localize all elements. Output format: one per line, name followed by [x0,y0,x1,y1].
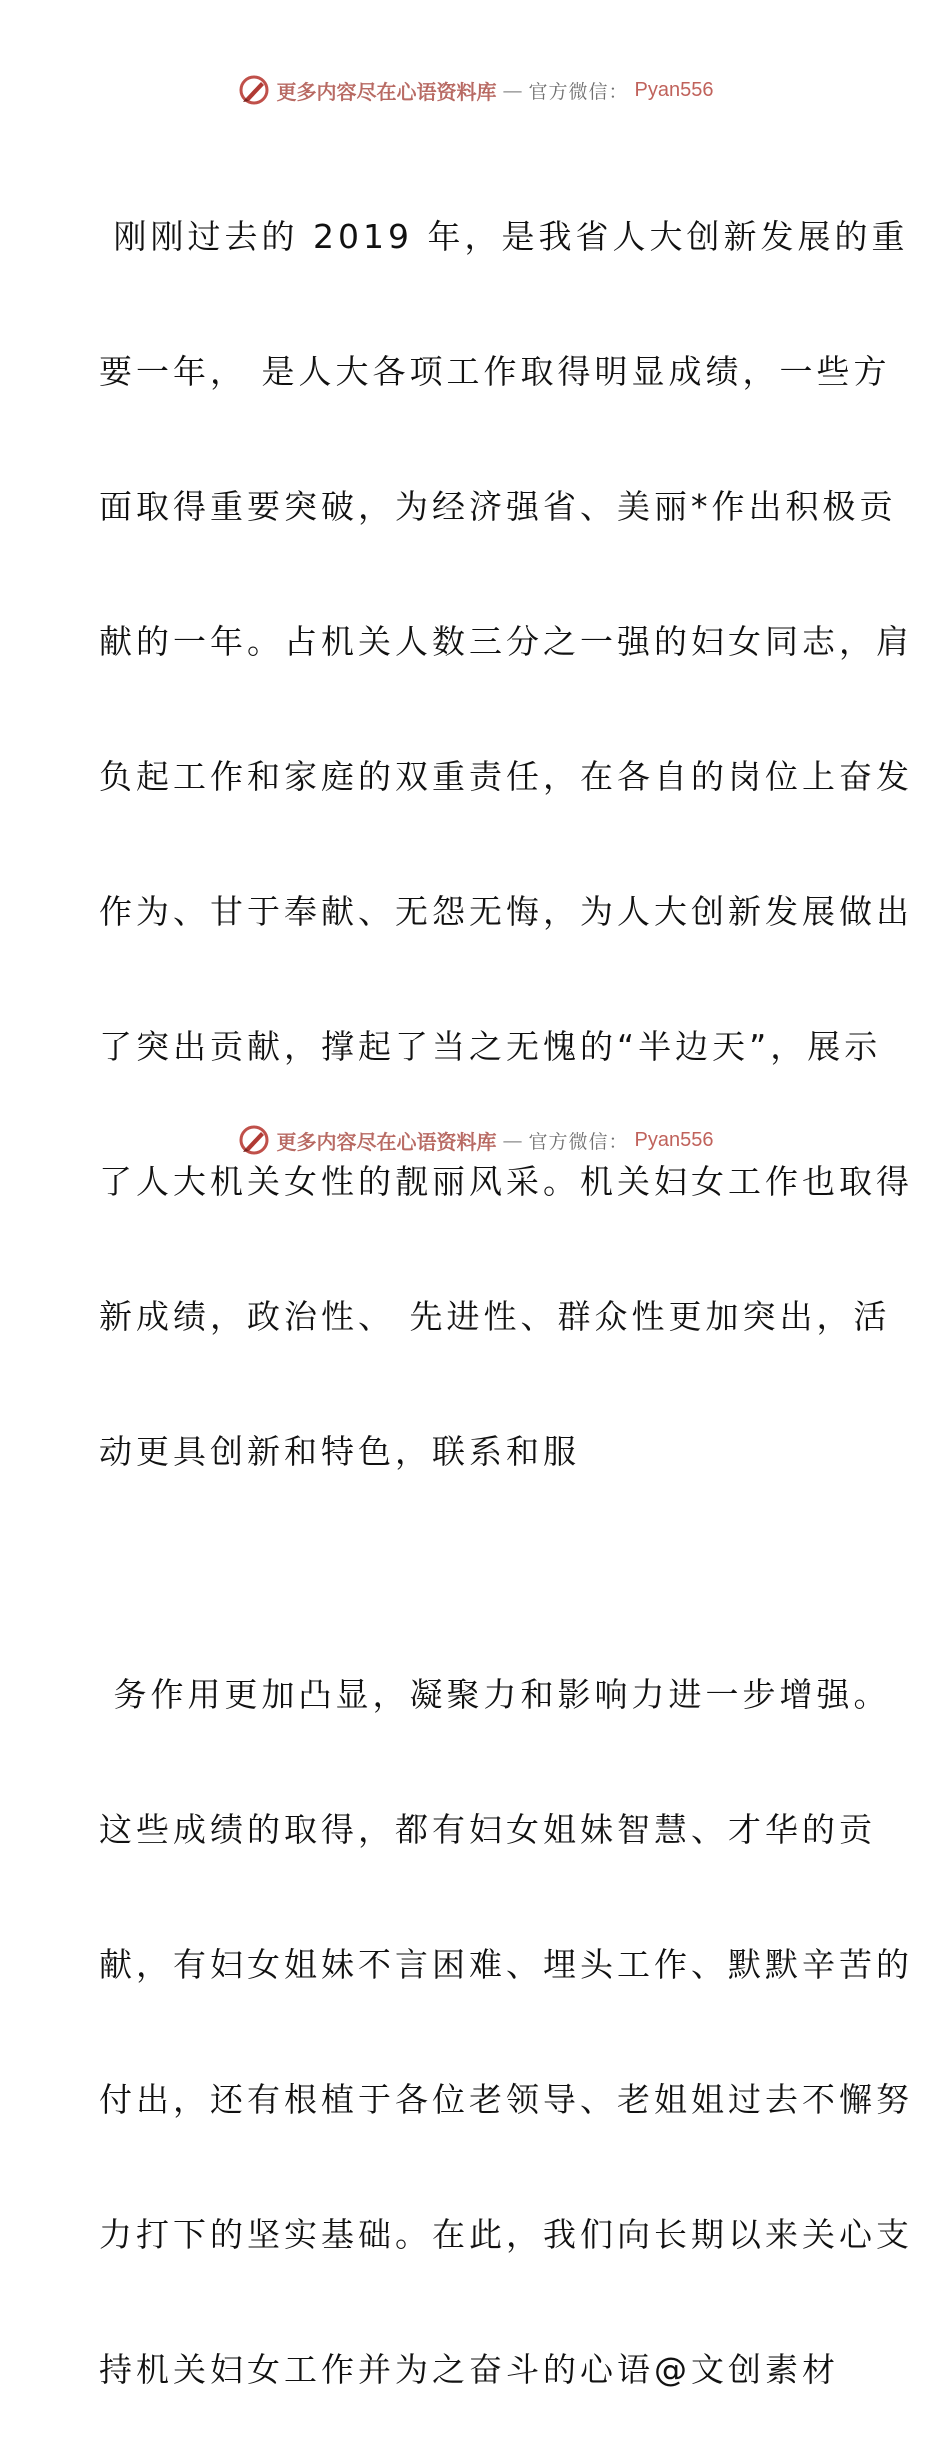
text-line: 要一年， 是人大各项工作取得明显成绩，一些方 [99,352,891,391]
document-body [99,124,913,2460]
text-line: 了突出贡献，撑起了当之无愧的“半边天”，展示 [99,1027,882,1066]
watermark-brand: 更多内容尽在心语资料库 [276,1129,497,1154]
text-line: 动更具创新和特色，联系和服 [99,1432,580,1471]
text-line: 这些成绩的取得，都有妇女姐妹智慧、才华的贡 [99,1810,876,1849]
watermark-brand: 更多内容尽在心语资料库 [276,79,497,104]
watermark-label: 官方微信： [528,1130,629,1153]
paragraph-1 [99,124,913,1564]
watermark-separator: — [502,78,523,102]
text-line: 持机关妇女工作并为之奋斗的心语@文创素材 [99,2350,839,2389]
footer-watermark [0,1120,950,1160]
logo-pen-icon [237,73,271,107]
watermark-wechat-id: Pyan556 [634,1128,714,1151]
text-line: 献的一年。占机关人数三分之一强的妇女同志，肩 [99,622,913,661]
text-line: 刚刚过去的 2019 年，是我省人大创新发展的重 [99,217,909,256]
text-line: 作为、甘于奉献、无怨无悔，为人大创新发展做出 [99,892,913,931]
header-watermark [0,70,950,110]
text-line: 付出，还有根植于各位老领导、老姐姐过去不懈努 [99,2080,913,2119]
text-line: 了人大机关女性的靓丽风采。机关妇女工作也取得 [99,1162,913,1201]
text-line: 献，有妇女姐妹不言困难、埋头工作、默默辛苦的 [99,1945,913,1984]
watermark-wechat-id: Pyan556 [634,78,714,101]
text-line: 新成绩，政治性、 先进性、群众性更加突出，活 [99,1297,891,1336]
text-line: 务作用更加凸显，凝聚力和影响力进一步增强。 [99,1675,891,1714]
paragraph-2 [99,1582,913,2460]
text-line: 力打下的坚实基础。在此，我们向长期以来关心支 [99,2215,913,2254]
watermark-separator: — [502,1128,523,1152]
text-line: 负起工作和家庭的双重责任，在各自的岗位上奋发 [99,757,913,796]
watermark-label: 官方微信： [528,80,629,103]
text-line: 面取得重要突破，为经济强省、美丽*作出积极贡 [99,487,897,526]
logo-pen-icon [237,1123,271,1157]
